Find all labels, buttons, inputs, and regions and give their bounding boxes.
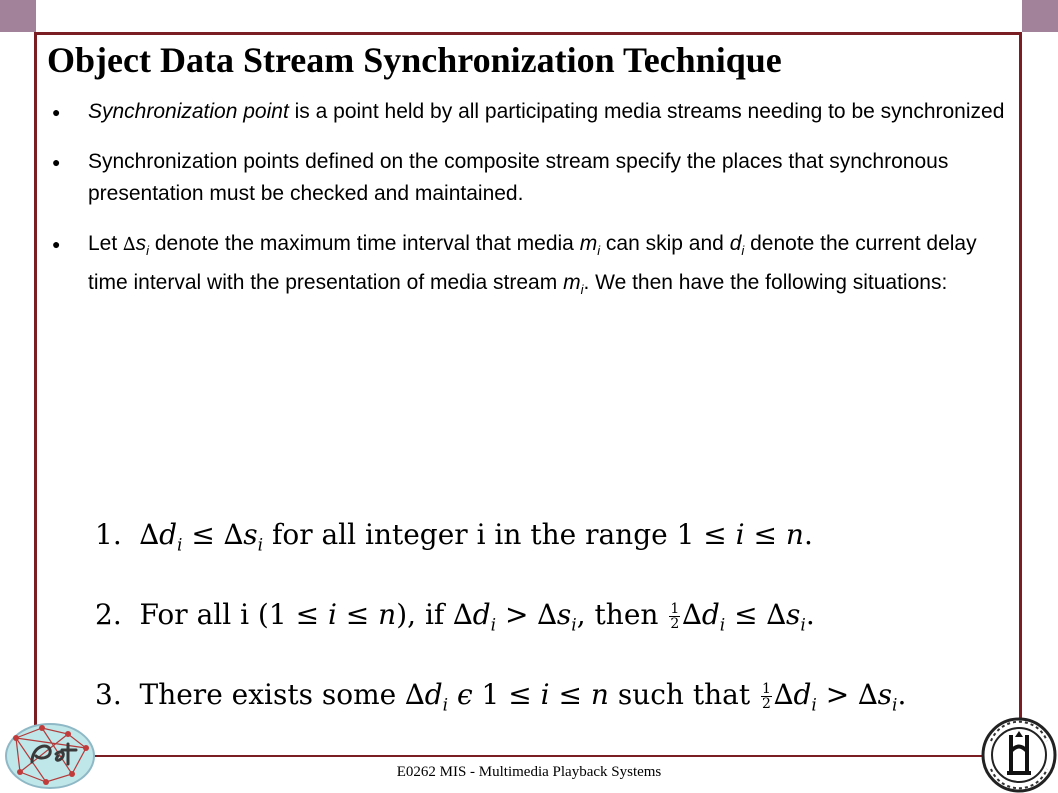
- footer-course-title: E0262 MIS - Multimedia Playback Systems: [396, 764, 662, 780]
- bullet-dot-icon: ●: [52, 236, 61, 252]
- composite-stream-text: Synchronization points defined on the composite stream specify the places that synchronous presentation must be checked and maintained.: [88, 150, 949, 205]
- var-m: m: [563, 271, 581, 295]
- var-s: s: [135, 232, 147, 255]
- sub-i: i: [741, 243, 745, 259]
- half-fraction: $\frac{1}{2}$: [670, 601, 680, 632]
- sub-i: i: [146, 243, 149, 259]
- sub-i: i: [580, 282, 584, 298]
- bullet-dot-icon: ●: [52, 154, 61, 170]
- situation-2-text-b: ), if: [396, 598, 454, 631]
- def-text-3: can skip and: [600, 232, 730, 255]
- sync-point-term: Synchronization point: [88, 100, 289, 123]
- situation-number: 3.: [95, 678, 122, 711]
- bullet-list: [52, 96, 1012, 324]
- corner-decoration-right: [1022, 0, 1058, 32]
- situation-1-text: for all integer i in the range: [263, 518, 677, 551]
- situation-3-text-a: There exists some: [139, 678, 406, 711]
- bullet-composite-stream: [52, 146, 1012, 210]
- situation-number: 1.: [95, 518, 122, 551]
- situation-number: 2.: [95, 598, 122, 631]
- situation-2-text-a: For all i (: [139, 598, 269, 631]
- var-m: m: [579, 232, 598, 255]
- situation-2-text-c: , then: [576, 598, 668, 631]
- situation-2: 2. For all i (1 ≤ i ≤ n), if $\Delta d_i > \Delta s_i$, then $\frac{1}{2}$ $\Delta d_i \le \Delta s_i$.: [95, 598, 815, 636]
- sub-i: i: [597, 243, 601, 259]
- half-fraction: $\frac{1}{2}$: [761, 681, 771, 712]
- situation-3: 3. There exists some $\Delta d_i$ ϵ 1 ≤ i ≤ n such that $\frac{1}{2}$ $\Delta d_i > \Delta s_i$.: [95, 678, 907, 716]
- def-text-2: denote the maximum time interval that media: [149, 232, 580, 255]
- pet-unit-logo: [2, 716, 98, 791]
- var-d: d: [729, 232, 742, 255]
- corner-decoration-left: [0, 0, 36, 32]
- footer-rule: [34, 755, 1022, 757]
- situation-1: 1. $\Delta d_i \le \Delta s_i$ for all integer i in the range 1 ≤ i ≤ n.: [95, 518, 813, 556]
- sync-point-definition: is a point held by all participating media streams needing to be synchronized: [288, 100, 1005, 123]
- bullet-definitions: [52, 228, 1012, 306]
- def-text-4: denote the current delay time interval with the presentation of media stream: [88, 232, 977, 295]
- bullet-dot-icon: ●: [52, 104, 61, 120]
- institute-emblem-logo: [977, 711, 1057, 793]
- bullet-sync-point: [52, 96, 1012, 128]
- delta-symbol: ∆: [123, 234, 136, 255]
- situation-3-text-b: such that: [608, 678, 759, 711]
- def-text-1: Let: [88, 232, 124, 255]
- def-text-5: . We then have the following situations:: [583, 271, 948, 295]
- slide-title: Object Data Stream Synchronization Technique: [47, 40, 782, 80]
